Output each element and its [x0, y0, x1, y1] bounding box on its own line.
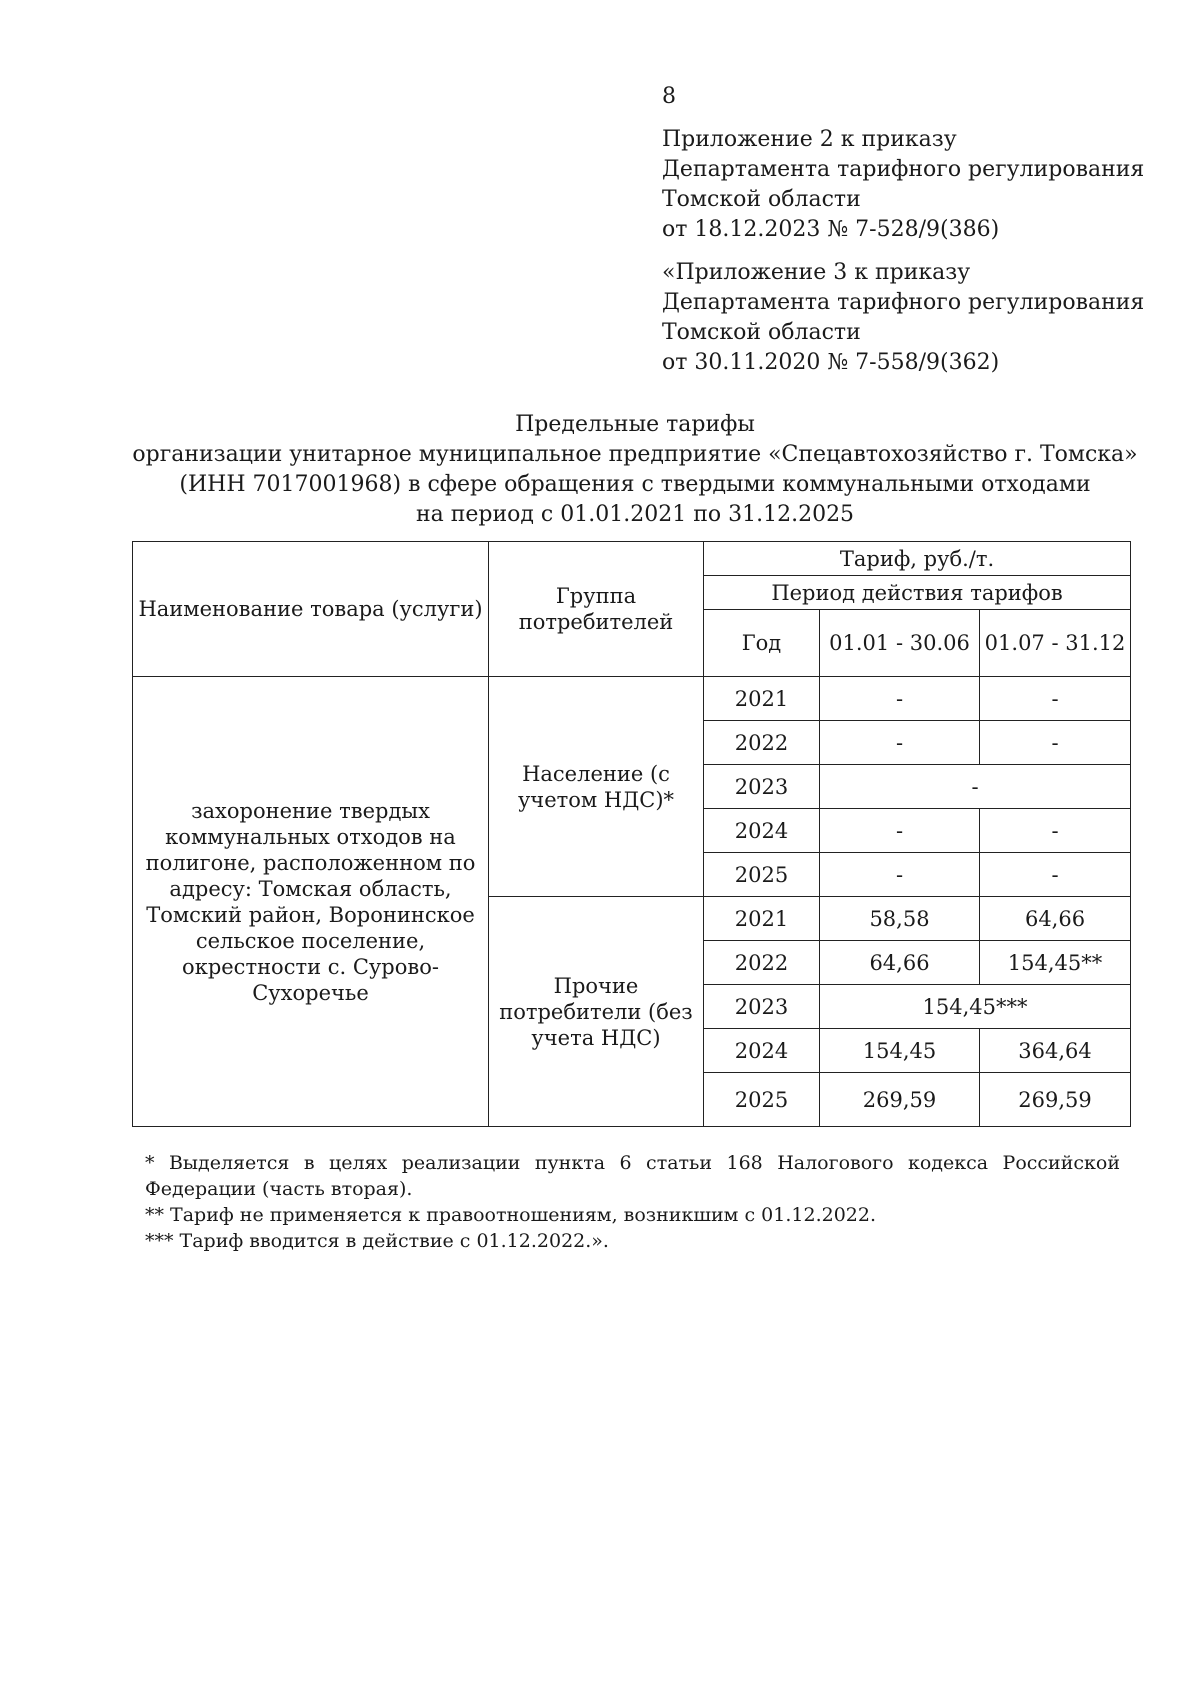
header-service-name: Наименование товара (услуги)	[133, 542, 489, 677]
footnote-effective: *** Тариф вводится в действие с 01.12.2022.».	[145, 1230, 609, 1252]
tariff-cell: 64,66	[820, 941, 980, 985]
footnote-vat: * Выделяется в целях реализации пункта 6 статьи 168 Налогового кодекса Российской Федерации (часть вторая).	[145, 1152, 1120, 1200]
title-line: на период с 01.01.2021 по 31.12.2025	[415, 502, 855, 527]
tariff-cell: -	[820, 809, 980, 853]
tariff-cell: 58,58	[820, 897, 980, 941]
tariff-cell: -	[980, 677, 1131, 721]
title-line: (ИНН 7017001968) в сфере обращения с твердыми коммунальными отходами	[179, 472, 1091, 497]
tariff-cell: 154,45**	[980, 941, 1131, 985]
year-cell: 2021	[704, 897, 820, 941]
header-consumer-group: Группа потребителей	[489, 542, 704, 677]
title-line: организации унитарное муниципальное предприятие «Спецавтохозяйство г. Томска»	[132, 442, 1138, 467]
tariff-cell: 64,66	[980, 897, 1131, 941]
appendix-reference-current	[662, 125, 1144, 245]
page-number: 8	[662, 84, 676, 109]
group-others: Прочие потребители (без учета НДС)	[489, 897, 704, 1127]
tariff-cell: -	[980, 809, 1131, 853]
year-cell: 2023	[704, 985, 820, 1029]
year-cell: 2022	[704, 721, 820, 765]
title-line: Предельные тарифы	[515, 412, 755, 437]
group-population: Население (с учетом НДС)*	[489, 677, 704, 897]
appendix-line: Департамента тарифного регулирования	[662, 290, 1145, 315]
document-title	[0, 410, 1200, 530]
header-half2: 01.07 - 31.12	[980, 610, 1131, 677]
tariff-cell: 364,64	[980, 1029, 1131, 1073]
tariff-cell: -	[980, 721, 1131, 765]
footnote-not-applied: ** Тариф не применяется к правоотношениям, возникшим с 01.12.2022.	[145, 1204, 876, 1226]
year-cell: 2024	[704, 1029, 820, 1073]
appendix-line: Томской области	[662, 320, 861, 345]
header-period: Период действия тарифов	[704, 576, 1131, 610]
year-cell: 2022	[704, 941, 820, 985]
tariff-cell: 154,45	[820, 1029, 980, 1073]
appendix-line: от 30.11.2020 № 7-558/9(362)	[662, 350, 1000, 375]
year-cell: 2025	[704, 853, 820, 897]
tariff-cell: -	[820, 721, 980, 765]
appendix-line: Приложение 2 к приказу	[662, 127, 957, 152]
table-row	[133, 677, 1131, 721]
tariff-cell-merged: -	[820, 765, 1131, 809]
appendix-line: Департамента тарифного регулирования	[662, 157, 1145, 182]
tariff-cell: 269,59	[980, 1073, 1131, 1127]
header-half1: 01.01 - 30.06	[820, 610, 980, 677]
appendix-line: Томской области	[662, 187, 861, 212]
year-cell: 2024	[704, 809, 820, 853]
header-tariff: Тариф, руб./т.	[704, 542, 1131, 576]
tariff-table	[132, 541, 1131, 1127]
tariff-cell: -	[980, 853, 1131, 897]
footnotes	[145, 1150, 1120, 1254]
appendix-line: «Приложение 3 к приказу	[662, 260, 971, 285]
header-year: Год	[704, 610, 820, 677]
appendix-line: от 18.12.2023 № 7-528/9(386)	[662, 217, 1000, 242]
appendix-reference-original	[662, 258, 1144, 378]
year-cell: 2021	[704, 677, 820, 721]
tariff-cell-merged: 154,45***	[820, 985, 1131, 1029]
tariff-cell: -	[820, 853, 980, 897]
tariff-cell: -	[820, 677, 980, 721]
tariff-cell: 269,59	[820, 1073, 980, 1127]
year-cell: 2023	[704, 765, 820, 809]
year-cell: 2025	[704, 1073, 820, 1127]
table-header-row	[133, 542, 1131, 576]
service-description: захоронение твердых коммунальных отходов на полигоне, расположенном по адресу: Томская область, Томский район, Воронинское сельское поселение, окрестности с. Сурово-Сухоречье	[133, 677, 489, 1127]
